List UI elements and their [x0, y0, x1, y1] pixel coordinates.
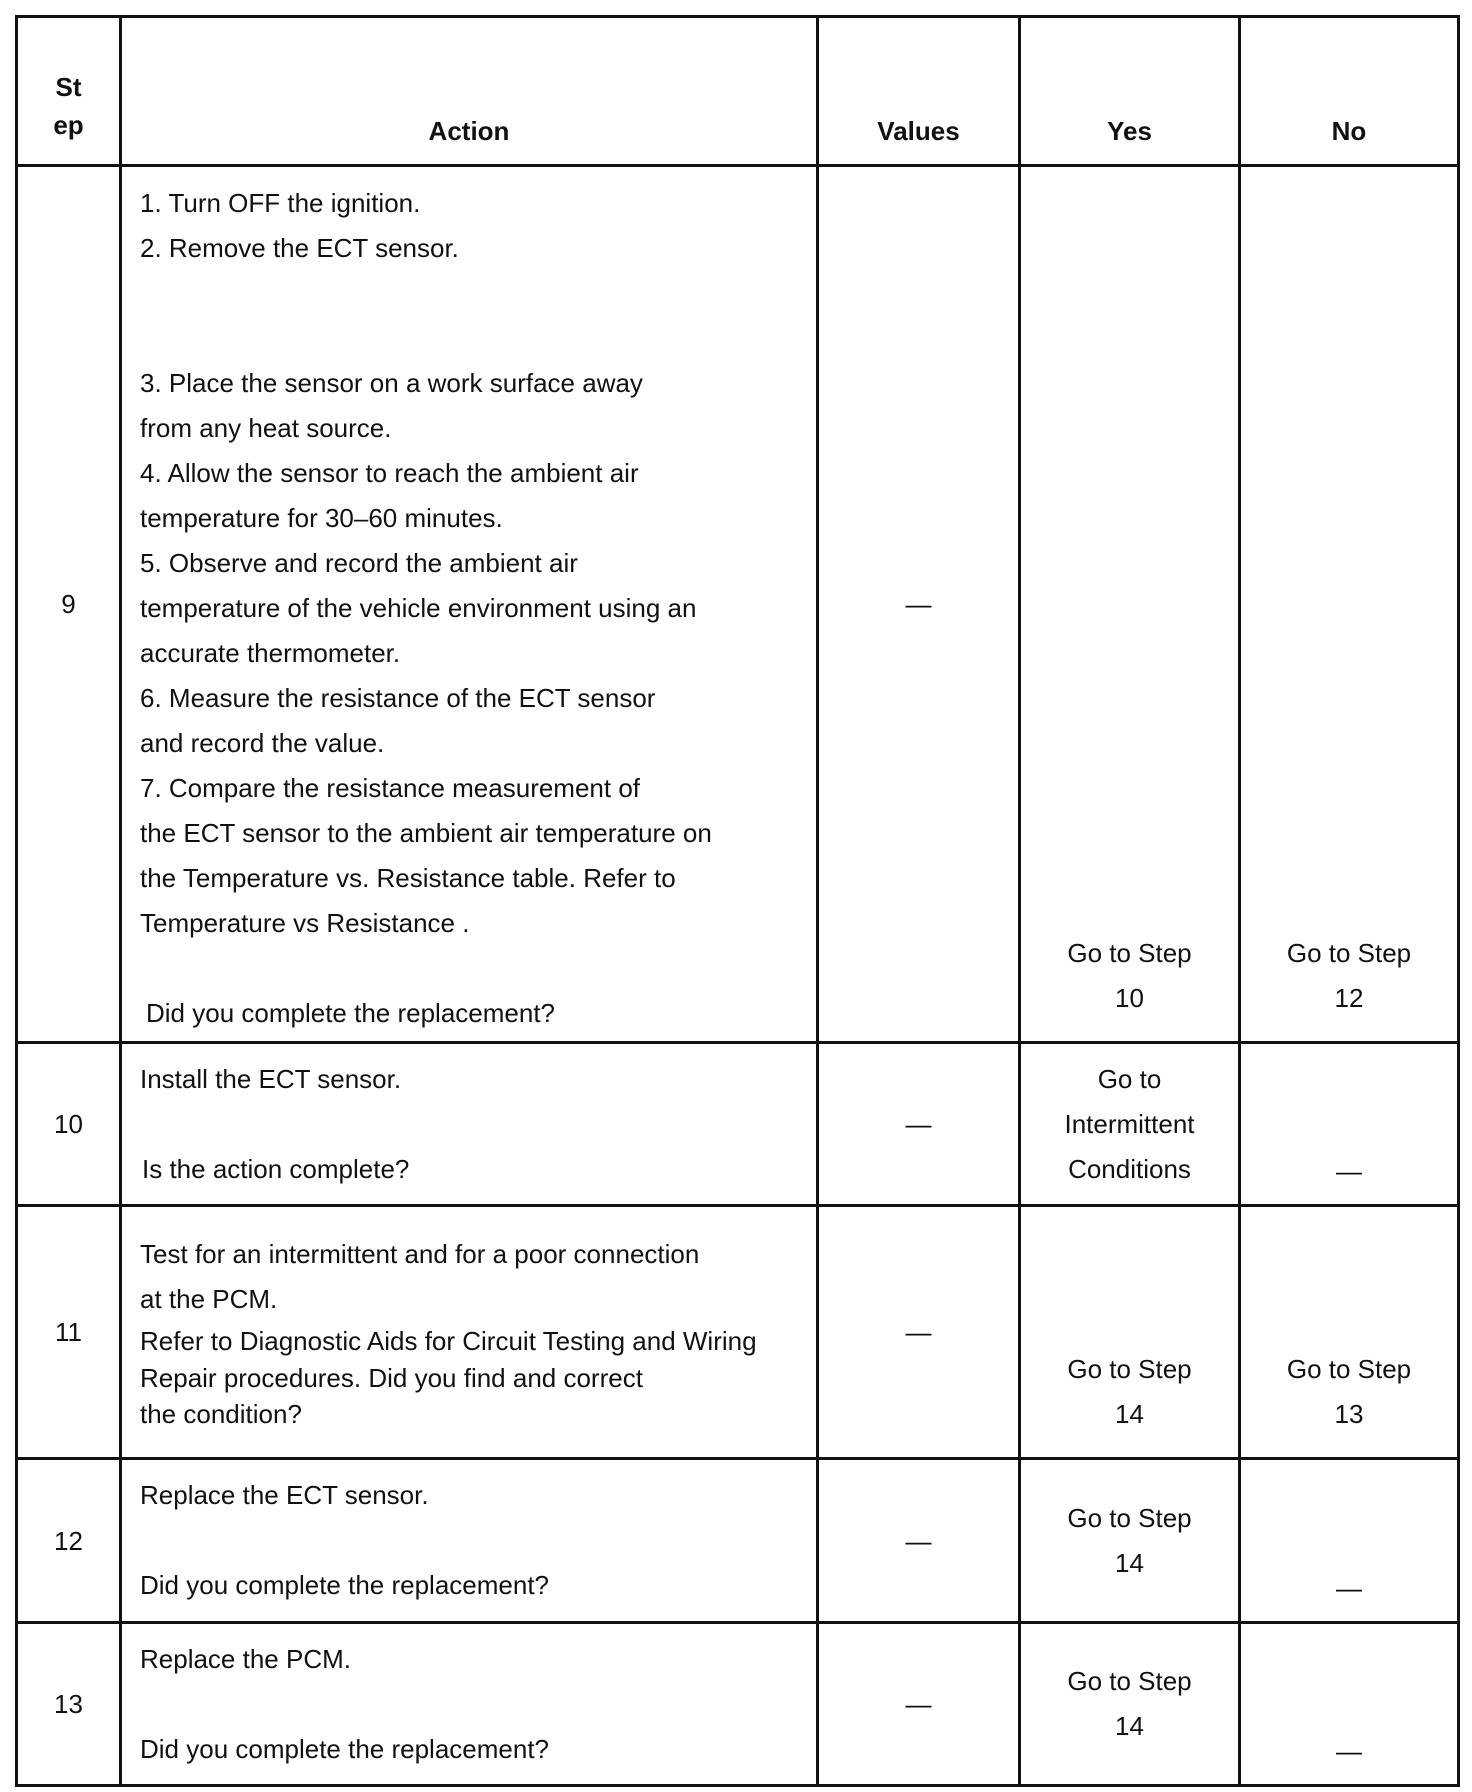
no-cell: [1240, 1206, 1459, 1459]
values-cell: —: [818, 1206, 1020, 1459]
step-number: 10: [17, 1043, 121, 1206]
values-cell: —: [818, 1623, 1020, 1786]
yes-line: Conditions: [1068, 1153, 1191, 1184]
no-line: Go to Step: [1286, 1354, 1412, 1384]
values-cell: —: [818, 1043, 1020, 1206]
action-line: 4. Allow the sensor to reach the ambient air: [140, 458, 639, 488]
action-line: accurate thermometer.: [140, 638, 401, 668]
diagnostic-table: [15, 15, 1460, 1787]
header-step-line1: St: [55, 72, 82, 102]
header-step: [17, 17, 121, 166]
step-number: 9: [17, 166, 121, 1043]
action-line: 7. Compare the resistance measurement of: [140, 773, 641, 803]
action-line: 6. Measure the resistance of the ECT sensor: [140, 683, 656, 713]
table-row: [17, 1043, 1459, 1206]
action-line: Temperature vs Resistance .: [140, 908, 470, 938]
action-line: 5. Observe and record the ambient air: [140, 548, 578, 578]
yes-cell: [1020, 1459, 1240, 1623]
values-cell: —: [818, 1459, 1020, 1623]
action-cell: [121, 1043, 818, 1206]
header-step-line2: ep: [53, 110, 84, 140]
action-line: the Temperature vs. Resistance table. Refer to: [140, 863, 676, 893]
header-no: No: [1240, 17, 1459, 166]
yes-line: Go to Step: [1067, 1666, 1192, 1696]
yes-line: Go to: [1097, 1063, 1162, 1094]
yes-line: 10: [1115, 983, 1144, 1013]
header-yes: Yes: [1020, 17, 1240, 166]
action-question: Did you complete the replacement?: [140, 1733, 550, 1764]
table-row: [17, 1206, 1459, 1459]
yes-line: 14: [1115, 1547, 1144, 1578]
no-line: 12: [1334, 983, 1364, 1013]
header-values: Values: [818, 17, 1020, 166]
action-line: Replace the PCM.: [140, 1643, 351, 1674]
yes-line: Go to Step: [1067, 1502, 1192, 1533]
header-row: [17, 17, 1459, 166]
yes-cell: [1020, 1043, 1240, 1206]
action-question: Did you complete the replacement?: [140, 1570, 550, 1600]
table-row: [17, 166, 1459, 1043]
action-cell: [121, 1459, 818, 1623]
action-line: at the PCM.: [140, 1284, 278, 1314]
yes-line: 14: [1115, 1711, 1144, 1741]
table-row: [17, 1459, 1459, 1623]
action-line: 3. Place the sensor on a work surface away: [140, 368, 643, 398]
action-line: Test for an intermittent and for a poor connection: [140, 1239, 700, 1269]
step-number: 13: [17, 1623, 121, 1786]
no-cell: —: [1240, 1043, 1459, 1206]
yes-cell: [1020, 1206, 1240, 1459]
action-line: Replace the ECT sensor.: [140, 1480, 429, 1510]
action-cell: [121, 166, 818, 1043]
no-line: 13: [1334, 1399, 1364, 1429]
action-line: Install the ECT sensor.: [140, 1063, 402, 1094]
action-cell: [121, 1623, 818, 1786]
action-line: 2. Remove the ECT sensor.: [140, 233, 459, 263]
action-line: temperature of the vehicle environment using an: [140, 593, 697, 623]
step-number: 12: [17, 1459, 121, 1623]
action-line: 1. Turn OFF the ignition.: [140, 188, 421, 218]
no-cell: —: [1240, 1459, 1459, 1623]
action-line: and record the value.: [140, 728, 385, 758]
values-cell: —: [818, 166, 1020, 1043]
yes-line: Go to Step: [1067, 1354, 1192, 1384]
action-line: Refer to Diagnostic Aids for Circuit Testing and Wiring: [140, 1326, 757, 1356]
no-cell: [1240, 166, 1459, 1043]
action-cell: [121, 1206, 818, 1459]
yes-line: Intermittent: [1064, 1108, 1195, 1139]
action-question: Is the action complete?: [142, 1153, 410, 1184]
action-question: Did you complete the replacement?: [146, 998, 556, 1028]
step-number: 11: [17, 1206, 121, 1459]
yes-line: Go to Step: [1067, 938, 1192, 968]
yes-cell: [1020, 166, 1240, 1043]
header-action: Action: [121, 17, 818, 166]
action-line: Repair procedures. Did you find and correct: [140, 1363, 643, 1393]
action-line: the condition?: [140, 1399, 302, 1429]
no-cell: —: [1240, 1623, 1459, 1786]
table-row: [17, 1623, 1459, 1786]
action-line: the ECT sensor to the ambient air temperature on: [140, 818, 712, 848]
yes-cell: [1020, 1623, 1240, 1786]
action-line: from any heat source.: [140, 413, 392, 443]
yes-line: 14: [1115, 1399, 1144, 1429]
no-line: Go to Step: [1286, 938, 1412, 968]
action-line: temperature for 30–60 minutes.: [140, 503, 503, 533]
